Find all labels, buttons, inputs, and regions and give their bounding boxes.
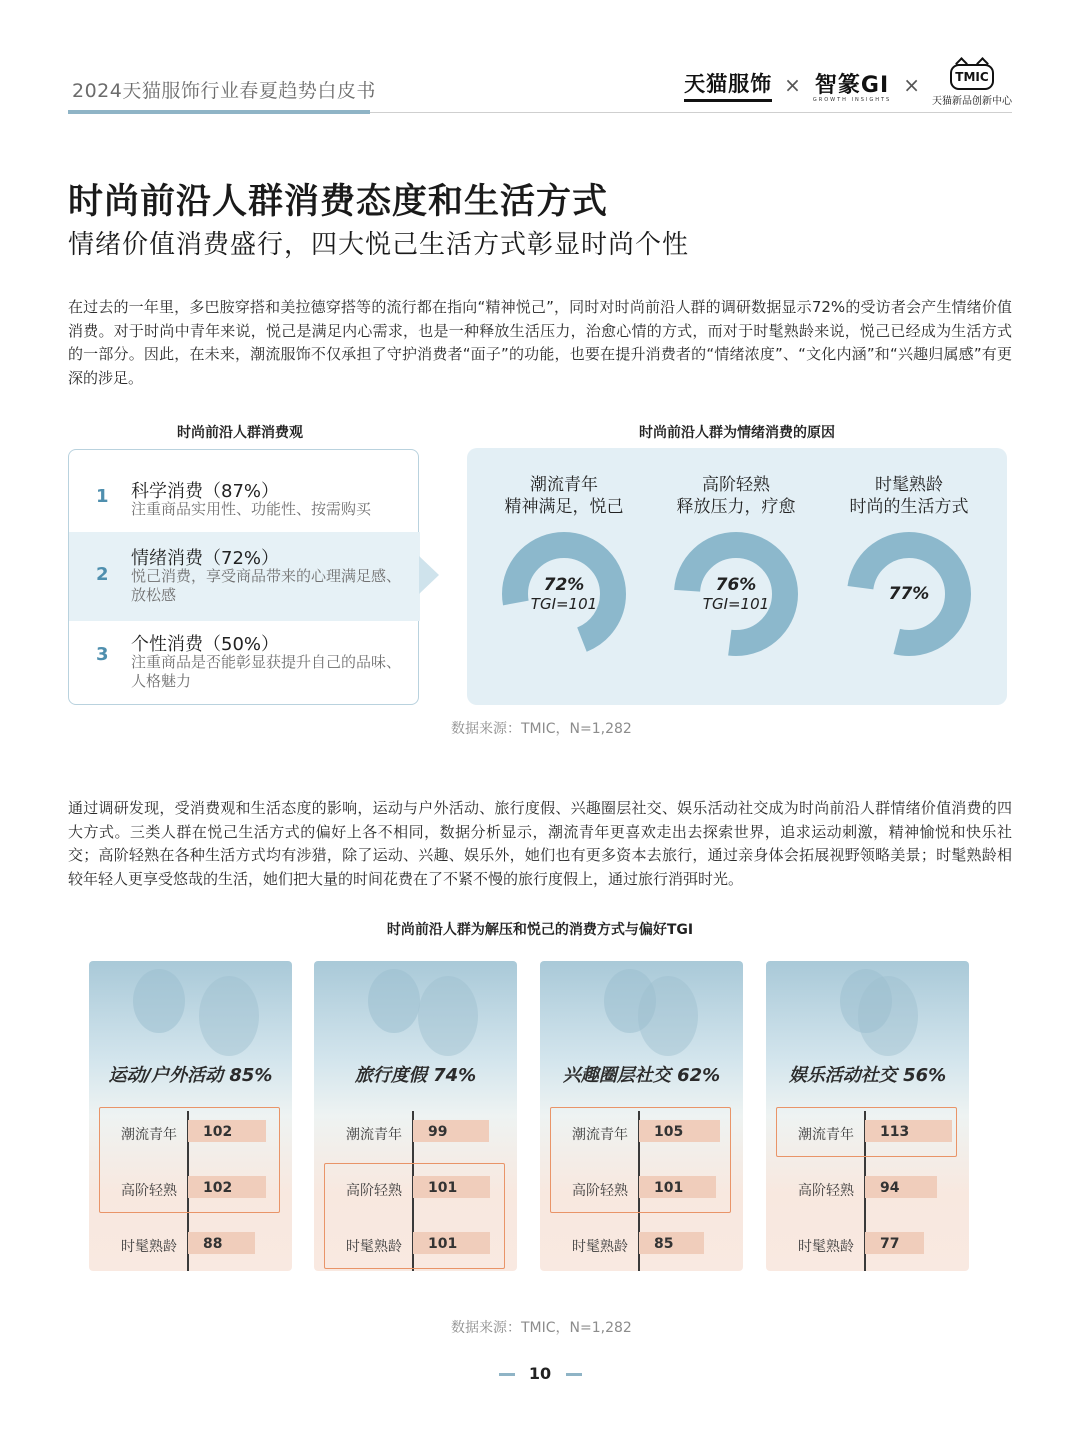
group-label: 高阶轻熟 bbox=[572, 1183, 628, 1199]
bar-row bbox=[314, 1117, 517, 1147]
tgi-value: 102 bbox=[203, 1180, 233, 1196]
tgi-chart-label: 时尚前沿人群为解压和悦己的消费方式与偏好TGI bbox=[386, 922, 694, 938]
item-number: 1 bbox=[96, 486, 109, 507]
page-subtitle: 情绪价值消费盛行，四大悦己生活方式彰显时尚个性 bbox=[68, 230, 690, 260]
header-divider bbox=[370, 112, 1012, 113]
item-description: 注重商品是否能彰显获提升自己的品味、人格魅力 bbox=[131, 653, 402, 690]
group-label: 潮流青年 bbox=[346, 1127, 402, 1143]
group-name: 时髦熟龄 bbox=[875, 475, 943, 495]
group-label: 时髦熟龄 bbox=[572, 1239, 628, 1255]
list-item bbox=[69, 621, 420, 705]
item-title: 情绪消费（72%） bbox=[131, 548, 280, 569]
activity-title: 旅行度假 74% bbox=[354, 1065, 477, 1086]
partner-logos bbox=[684, 62, 1012, 108]
highlight-box bbox=[550, 1107, 731, 1213]
bar-row bbox=[766, 1229, 969, 1259]
group-reason: 释放压力，疗愈 bbox=[676, 497, 796, 517]
activity-title: 娱乐活动社交 56% bbox=[788, 1065, 947, 1086]
group-name: 高阶轻熟 bbox=[702, 475, 770, 495]
donut-percent: 76% bbox=[715, 575, 757, 595]
donut-tgi: TGI=101 bbox=[530, 595, 598, 613]
item-description: 悦己消费，享受商品带来的心理满足感、放松感 bbox=[131, 567, 402, 604]
item-title: 科学消费（87%） bbox=[131, 481, 280, 502]
group-name: 潮流青年 bbox=[530, 475, 598, 495]
item-description: 注重商品实用性、功能性、按需购买 bbox=[131, 500, 372, 518]
group-reason: 精神满足，悦己 bbox=[504, 497, 624, 517]
data-source-note: 数据来源：TMIC，N=1,282 bbox=[451, 1320, 632, 1336]
emotion-reasons-label: 时尚前沿人群为情绪消费的原因 bbox=[639, 425, 835, 441]
page-dash-right bbox=[566, 1373, 582, 1376]
tgi-value: 101 bbox=[428, 1180, 458, 1196]
intro-paragraph: 在过去的一年里，多巴胺穿搭和美拉德穿搭等的流行都在指向“精神悦己”，同时对时尚前沿人群的调研数据显示72%的受访者会产生情绪价值消费。对于时尚中青年来说，悦己是满足内心需求，也是一种释放生活压力，治愈心情的方式，而对于时髦熟龄来说，悦己已经成为生活方式的一部分。因此，在未来，潮流服饰不仅承担了守护消费者“面子”的功能，也要在提升消费者的“情绪浓度”、“文化内涵”和“兴趣归属感”有更深的涉足。 bbox=[68, 298, 1012, 387]
donut-percent: 77% bbox=[888, 584, 930, 604]
page-number: 10 bbox=[528, 1364, 552, 1383]
document-header bbox=[68, 60, 1012, 116]
arrow-right-icon bbox=[419, 556, 439, 594]
bar-row bbox=[540, 1229, 743, 1259]
gi-logo: 智篆GI GROWTH INSIGHTS bbox=[812, 72, 892, 103]
highlight-box bbox=[776, 1107, 957, 1157]
group-label: 时髦熟龄 bbox=[346, 1239, 402, 1255]
tmall-fashion-logo: 天猫服饰 bbox=[684, 68, 772, 102]
tgi-value: 105 bbox=[654, 1124, 684, 1140]
analysis-paragraph: 通过调研发现，受消费观和生活态度的影响，运动与户外活动、旅行度假、兴趣圈层社交、娱乐活动社交成为时尚前沿人群情绪价值消费的四大方式。三类人群在悦己生活方式的偏好上各不相同，数据分析显示，潮流青年更喜欢走出去探索世界，追求运动刺激，精神愉悦和快乐社交；高阶轻熟在各种生活方式均有涉猎，除了运动、兴趣、娱乐外，她们也有更多资本去旅行，通过亲身体会拓展视野领略美景；时髦熟龄相较年轻人更享受悠哉的生活，她们把大量的时间花费在了不紧不慢的旅行度假上，通过旅行消弭时光。 bbox=[68, 799, 1012, 888]
item-title: 个性消费（50%） bbox=[131, 634, 280, 655]
group-label: 高阶轻熟 bbox=[798, 1183, 854, 1199]
tgi-value: 94 bbox=[880, 1180, 900, 1196]
donut-tgi: TGI=101 bbox=[702, 595, 770, 613]
activity-title: 运动/户外活动 85% bbox=[108, 1065, 273, 1086]
list-item bbox=[69, 468, 420, 532]
tgi-bar bbox=[865, 1176, 937, 1198]
activity-card bbox=[540, 961, 743, 1271]
highlight-box bbox=[99, 1107, 280, 1213]
activity-card bbox=[314, 961, 517, 1271]
list-item bbox=[69, 532, 420, 621]
tmic-logo: TMIC 天猫新品创新中心 bbox=[932, 64, 1012, 107]
bar-row bbox=[89, 1229, 292, 1259]
item-number: 2 bbox=[96, 564, 109, 585]
group-label: 时髦熟龄 bbox=[121, 1239, 177, 1255]
donut-group bbox=[484, 448, 644, 705]
tgi-value: 77 bbox=[880, 1236, 900, 1252]
page-title: 时尚前沿人群消费态度和生活方式 bbox=[68, 182, 609, 222]
item-number: 3 bbox=[96, 644, 109, 665]
activity-card bbox=[766, 961, 969, 1271]
group-label: 潮流青年 bbox=[798, 1127, 854, 1143]
activity-title: 兴趣圈层社交 62% bbox=[562, 1065, 721, 1086]
tgi-value: 113 bbox=[880, 1124, 910, 1140]
consumption-view-label: 时尚前沿人群消费观 bbox=[177, 425, 303, 441]
group-label: 潮流青年 bbox=[121, 1127, 177, 1143]
header-accent-bar bbox=[68, 110, 370, 114]
donut-group bbox=[656, 448, 816, 705]
tgi-value: 88 bbox=[203, 1236, 223, 1252]
group-label: 潮流青年 bbox=[572, 1127, 628, 1143]
document-title: 2024天猫服饰行业春夏趋势白皮书 bbox=[72, 80, 376, 102]
tgi-value: 102 bbox=[203, 1124, 233, 1140]
consumption-view-list bbox=[68, 449, 419, 705]
activity-card bbox=[89, 961, 292, 1271]
tgi-bar bbox=[413, 1120, 489, 1142]
emotion-reasons-panel bbox=[467, 448, 1007, 705]
tgi-value: 99 bbox=[428, 1124, 448, 1140]
tgi-value: 101 bbox=[428, 1236, 458, 1252]
group-label: 高阶轻熟 bbox=[121, 1183, 177, 1199]
donut-group bbox=[829, 448, 989, 705]
group-label: 时髦熟龄 bbox=[798, 1239, 854, 1255]
logo-separator: × bbox=[784, 73, 801, 97]
logo-separator: × bbox=[903, 73, 920, 97]
donut-percent: 72% bbox=[543, 575, 585, 595]
tgi-value: 85 bbox=[654, 1236, 674, 1252]
data-source-note: 数据来源：TMIC，N=1,282 bbox=[451, 721, 632, 737]
tgi-value: 101 bbox=[654, 1180, 684, 1196]
group-label: 高阶轻熟 bbox=[346, 1183, 402, 1199]
group-reason: 时尚的生活方式 bbox=[849, 497, 969, 517]
bar-row bbox=[766, 1173, 969, 1203]
highlight-box bbox=[324, 1163, 505, 1269]
